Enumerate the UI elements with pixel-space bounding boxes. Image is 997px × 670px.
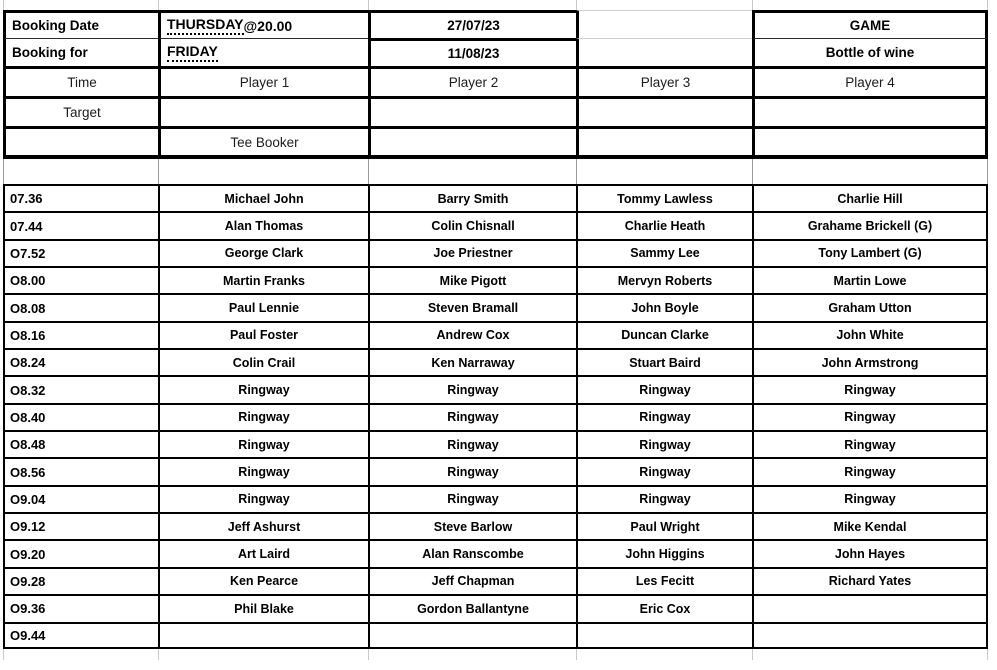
col-header-time: Time xyxy=(3,66,158,96)
player-cell: Jeff Chapman xyxy=(368,567,576,594)
booking-date-label: Booking Date xyxy=(3,10,158,38)
time-cell: O8.56 xyxy=(3,457,158,484)
col-header-player2: Player 2 xyxy=(368,66,576,96)
time-cell: O8.40 xyxy=(3,403,158,430)
player-cell: Steven Bramall xyxy=(368,293,576,320)
player-cell: Ringway xyxy=(368,457,576,484)
player-cell: Grahame Brickell (G) xyxy=(752,211,988,238)
time-cell: O9.44 xyxy=(3,622,158,649)
empty-cell xyxy=(576,126,752,159)
time-cell: O7.52 xyxy=(3,239,158,266)
player-cell: Ringway xyxy=(158,375,368,402)
time-cell: O8.00 xyxy=(3,266,158,293)
player-cell: Ringway xyxy=(752,375,988,402)
date-bottom-cell: 11/08/23 xyxy=(368,38,576,66)
time-cell: O9.36 xyxy=(3,594,158,621)
player-cell: John Higgins xyxy=(576,539,752,566)
time-cell: O8.08 xyxy=(3,293,158,320)
empty-cell xyxy=(576,38,752,66)
booking-date-time: @20.00 xyxy=(243,17,293,34)
gridline-cell xyxy=(368,649,576,660)
gridline-cell xyxy=(3,0,158,10)
player-cell: Charlie Heath xyxy=(576,211,752,238)
time-cell: O9.28 xyxy=(3,567,158,594)
empty-cell xyxy=(576,10,752,38)
player-cell: John Hayes xyxy=(752,539,988,566)
player-cell: Charlie Hill xyxy=(752,184,988,211)
player-cell: Ringway xyxy=(752,457,988,484)
col-header-player4: Player 4 xyxy=(752,66,988,96)
player-cell: Barry Smith xyxy=(368,184,576,211)
player-cell: Ringway xyxy=(368,485,576,512)
empty-cell xyxy=(368,126,576,159)
player-cell: Ringway xyxy=(576,485,752,512)
empty-cell xyxy=(158,96,368,126)
player-cell: Ringway xyxy=(368,375,576,402)
bottom-gridline-strip xyxy=(3,649,988,660)
game-prize: Bottle of wine xyxy=(752,38,988,66)
gridline-cell xyxy=(158,0,368,10)
player-cell: Ringway xyxy=(752,485,988,512)
player-cell: Ken Pearce xyxy=(158,567,368,594)
empty-cell xyxy=(752,126,988,159)
player-cell xyxy=(368,622,576,649)
gridline-cell xyxy=(752,0,988,10)
empty-cell xyxy=(752,96,988,126)
player-cell: Sammy Lee xyxy=(576,239,752,266)
player-cell: Andrew Cox xyxy=(368,321,576,348)
game-label: GAME xyxy=(752,10,988,38)
time-cell: 07.36 xyxy=(3,184,158,211)
player-cell: Les Fecitt xyxy=(576,567,752,594)
player-cell: Ringway xyxy=(158,430,368,457)
player-cell: Colin Crail xyxy=(158,348,368,375)
player-cell: Ringway xyxy=(158,485,368,512)
tee-booker-label: Tee Booker xyxy=(158,126,368,159)
bookings-table xyxy=(3,184,988,649)
empty-cell xyxy=(576,96,752,126)
date-top-cell: 27/07/23 xyxy=(368,10,576,38)
player-cell xyxy=(576,622,752,649)
time-cell: O9.04 xyxy=(3,485,158,512)
player-cell: Mervyn Roberts xyxy=(576,266,752,293)
player-cell: Martin Franks xyxy=(158,266,368,293)
player-cell: Ken Narraway xyxy=(368,348,576,375)
gridline-cell xyxy=(752,159,988,184)
player-cell: Ringway xyxy=(158,403,368,430)
time-cell: O9.20 xyxy=(3,539,158,566)
player-cell: Jeff Ashurst xyxy=(158,512,368,539)
player-cell: Steve Barlow xyxy=(368,512,576,539)
spacer-row xyxy=(3,159,988,184)
player-cell: Mike Kendal xyxy=(752,512,988,539)
player-cell: Ringway xyxy=(752,403,988,430)
gridline-cell xyxy=(3,159,158,184)
col-header-player3: Player 3 xyxy=(576,66,752,96)
player-cell: Tommy Lawless xyxy=(576,184,752,211)
empty-cell xyxy=(368,96,576,126)
player-cell: Ringway xyxy=(576,430,752,457)
player-cell: Ringway xyxy=(368,430,576,457)
player-cell: Ringway xyxy=(752,430,988,457)
player-cell: Mike Pigott xyxy=(368,266,576,293)
booking-for-value xyxy=(158,38,368,66)
target-label: Target xyxy=(3,96,158,126)
player-cell xyxy=(752,594,988,621)
player-cell: Ringway xyxy=(158,457,368,484)
header-block xyxy=(3,10,988,159)
gridline-cell xyxy=(368,159,576,184)
player-cell: Art Laird xyxy=(158,539,368,566)
player-cell: Richard Yates xyxy=(752,567,988,594)
top-gridline-strip xyxy=(3,0,988,10)
empty-cell xyxy=(3,126,158,159)
player-cell: George Clark xyxy=(158,239,368,266)
player-cell: Martin Lowe xyxy=(752,266,988,293)
player-cell: Ringway xyxy=(576,457,752,484)
player-cell: John Boyle xyxy=(576,293,752,320)
player-cell: Paul Wright xyxy=(576,512,752,539)
player-cell: John White xyxy=(752,321,988,348)
player-cell: Paul Lennie xyxy=(158,293,368,320)
gridline-cell xyxy=(752,649,988,660)
gridline-cell xyxy=(576,0,752,10)
booking-for-day: FRIDAY xyxy=(167,43,218,62)
player-cell: Eric Cox xyxy=(576,594,752,621)
time-cell: 07.44 xyxy=(3,211,158,238)
time-cell: O8.48 xyxy=(3,430,158,457)
booking-for-label: Booking for xyxy=(3,38,158,66)
time-cell: O9.12 xyxy=(3,512,158,539)
player-cell: Duncan Clarke xyxy=(576,321,752,348)
gridline-cell xyxy=(368,0,576,10)
player-cell xyxy=(158,622,368,649)
player-cell: Gordon Ballantyne xyxy=(368,594,576,621)
player-cell: Paul Foster xyxy=(158,321,368,348)
player-cell: Tony Lambert (G) xyxy=(752,239,988,266)
player-cell: Phil Blake xyxy=(158,594,368,621)
player-cell: Alan Thomas xyxy=(158,211,368,238)
time-cell: O8.32 xyxy=(3,375,158,402)
gridline-cell xyxy=(3,649,158,660)
gridline-cell xyxy=(576,649,752,660)
time-cell: O8.16 xyxy=(3,321,158,348)
player-cell xyxy=(752,622,988,649)
gridline-cell xyxy=(158,649,368,660)
col-header-player1: Player 1 xyxy=(158,66,368,96)
player-cell: John Armstrong xyxy=(752,348,988,375)
player-cell: Ringway xyxy=(576,375,752,402)
gridline-cell xyxy=(576,159,752,184)
player-cell: Ringway xyxy=(576,403,752,430)
player-cell: Colin Chisnall xyxy=(368,211,576,238)
booking-date-value xyxy=(158,10,368,38)
player-cell: Stuart Baird xyxy=(576,348,752,375)
player-cell: Michael John xyxy=(158,184,368,211)
player-cell: Graham Utton xyxy=(752,293,988,320)
time-cell: O8.24 xyxy=(3,348,158,375)
booking-date-day: THURSDAY xyxy=(167,16,244,35)
player-cell: Ringway xyxy=(368,403,576,430)
player-cell: Alan Ranscombe xyxy=(368,539,576,566)
player-cell: Joe Priestner xyxy=(368,239,576,266)
gridline-cell xyxy=(158,159,368,184)
